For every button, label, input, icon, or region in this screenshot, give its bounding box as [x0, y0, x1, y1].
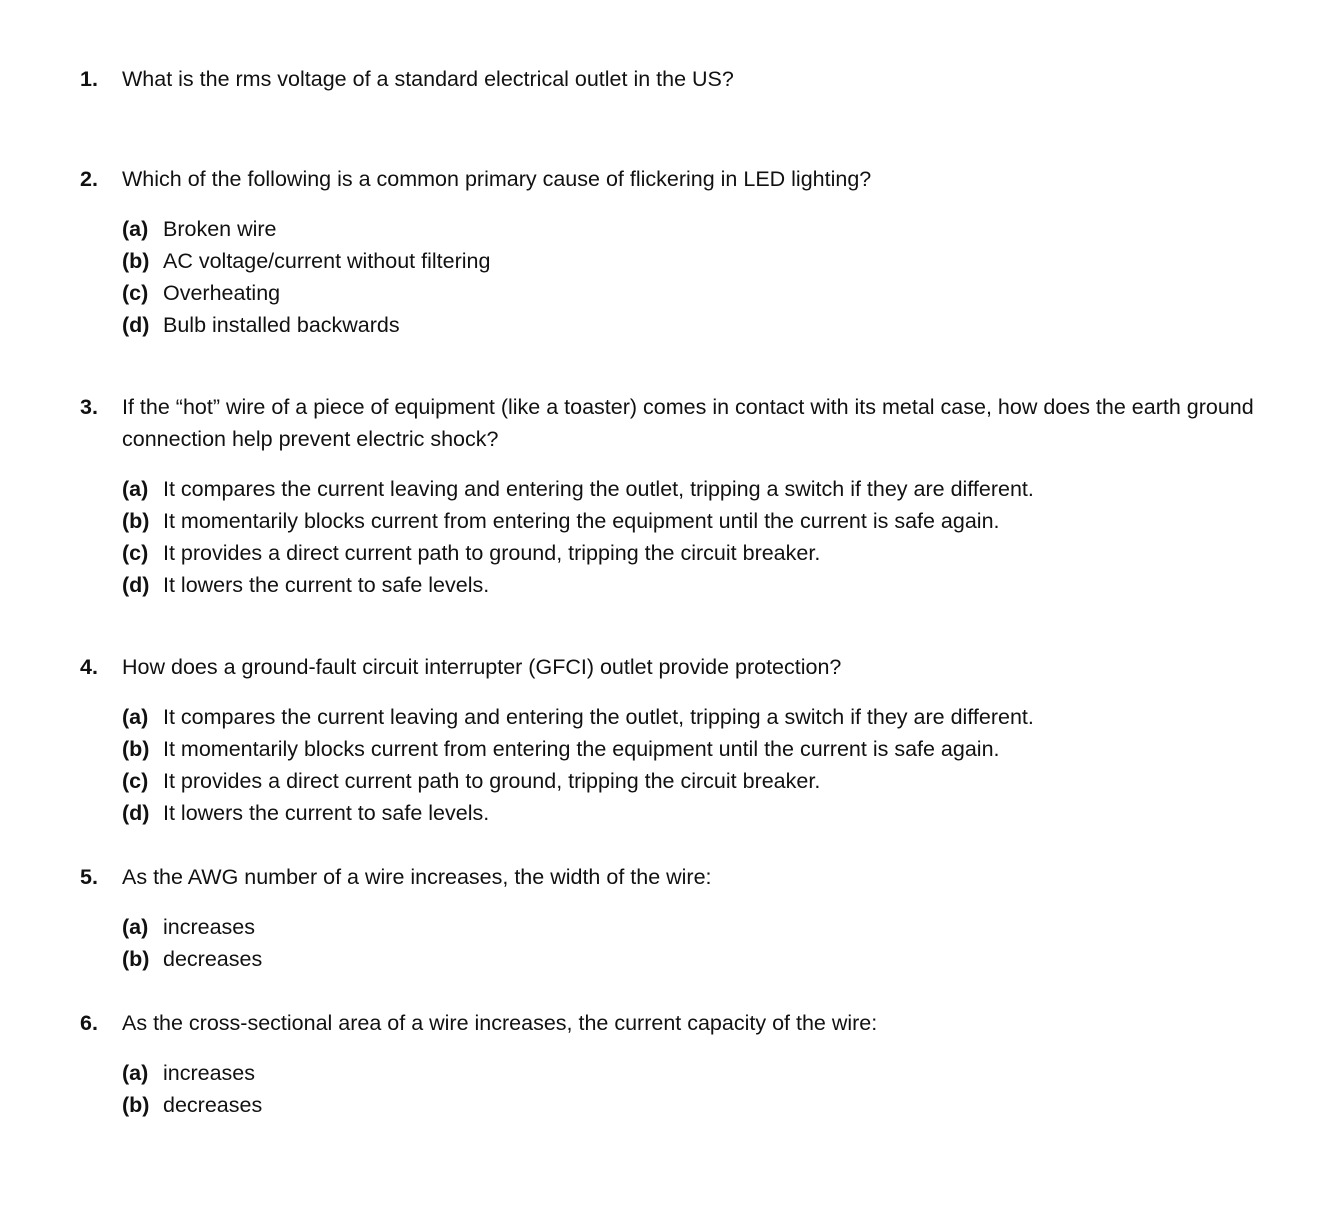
option-letter: (d)	[122, 573, 150, 597]
answer-option	[122, 797, 1280, 829]
option-letter: (d)	[122, 313, 150, 337]
question-text: As the AWG number of a wire increases, the width of the wire:	[122, 865, 712, 889]
question-number: 6.	[80, 1011, 98, 1035]
question-1	[80, 63, 1280, 95]
question-3-stem	[80, 391, 1280, 455]
question-text: If the “hot” wire of a piece of equipment (like a toaster) comes in contact with its metal case, how does the earth ground connection help prevent electric shock?	[122, 395, 1254, 451]
option-text: increases	[163, 1061, 256, 1085]
question-number: 5.	[80, 865, 98, 889]
option-text: decreases	[163, 1093, 263, 1117]
answer-option	[122, 911, 1280, 943]
option-letter: (c)	[122, 541, 149, 565]
option-text: Bulb installed backwards	[163, 313, 400, 337]
question-4	[80, 651, 1280, 829]
question-number: 1.	[80, 67, 98, 91]
question-2-stem	[80, 163, 1280, 195]
question-number: 3.	[80, 395, 98, 419]
question-text: How does a ground-fault circuit interrupter (GFCI) outlet provide protection?	[122, 655, 842, 679]
option-letter: (b)	[122, 947, 150, 971]
answer-options	[122, 701, 1280, 829]
question-text: What is the rms voltage of a standard electrical outlet in the US?	[122, 67, 734, 91]
option-letter: (c)	[122, 769, 149, 793]
option-text: decreases	[163, 947, 263, 971]
answer-options	[122, 1057, 1280, 1121]
option-text: AC voltage/current without filtering	[163, 249, 491, 273]
option-text: It momentarily blocks current from entering the equipment until the current is safe again.	[163, 737, 1000, 761]
option-letter: (d)	[122, 801, 150, 825]
option-letter: (a)	[122, 477, 149, 501]
option-letter: (b)	[122, 249, 150, 273]
option-text: It compares the current leaving and entering the outlet, tripping a switch if they are different.	[163, 477, 1034, 501]
answer-option	[122, 245, 1280, 277]
answer-option	[122, 569, 1280, 601]
option-text: increases	[163, 915, 256, 939]
question-2	[80, 163, 1280, 341]
option-letter: (a)	[122, 217, 149, 241]
option-text: It lowers the current to safe levels.	[163, 573, 490, 597]
answer-option	[122, 765, 1280, 797]
answer-option	[122, 473, 1280, 505]
question-6	[80, 1007, 1280, 1121]
answer-option	[122, 701, 1280, 733]
option-text: It provides a direct current path to ground, tripping the circuit breaker.	[163, 769, 821, 793]
answer-option	[122, 309, 1280, 341]
option-text: Broken wire	[163, 217, 277, 241]
option-text: Overheating	[163, 281, 281, 305]
question-number: 4.	[80, 655, 98, 679]
answer-option	[122, 277, 1280, 309]
answer-option	[122, 1089, 1280, 1121]
question-3	[80, 391, 1280, 601]
option-text: It provides a direct current path to ground, tripping the circuit breaker.	[163, 541, 821, 565]
question-text: As the cross-sectional area of a wire increases, the current capacity of the wire:	[122, 1011, 878, 1035]
answer-option	[122, 943, 1280, 975]
option-letter: (b)	[122, 737, 150, 761]
option-letter: (b)	[122, 509, 150, 533]
option-letter: (a)	[122, 705, 149, 729]
question-text: Which of the following is a common primary cause of flickering in LED lighting?	[122, 167, 872, 191]
option-text: It momentarily blocks current from entering the equipment until the current is safe again.	[163, 509, 1000, 533]
answer-option	[122, 505, 1280, 537]
answer-options	[122, 473, 1280, 601]
question-5-stem	[80, 861, 1280, 893]
option-letter: (c)	[122, 281, 149, 305]
option-text: It lowers the current to safe levels.	[163, 801, 490, 825]
answer-option	[122, 733, 1280, 765]
answer-options	[122, 213, 1280, 341]
option-letter: (a)	[122, 1061, 149, 1085]
question-1-stem	[80, 63, 1280, 95]
question-4-stem	[80, 651, 1280, 683]
option-letter: (b)	[122, 1093, 150, 1117]
answer-option	[122, 213, 1280, 245]
question-number: 2.	[80, 167, 98, 191]
option-text: It compares the current leaving and entering the outlet, tripping a switch if they are different.	[163, 705, 1034, 729]
question-6-stem	[80, 1007, 1280, 1039]
option-letter: (a)	[122, 915, 149, 939]
answer-option	[122, 537, 1280, 569]
answer-option	[122, 1057, 1280, 1089]
answer-options	[122, 911, 1280, 975]
question-5	[80, 861, 1280, 975]
